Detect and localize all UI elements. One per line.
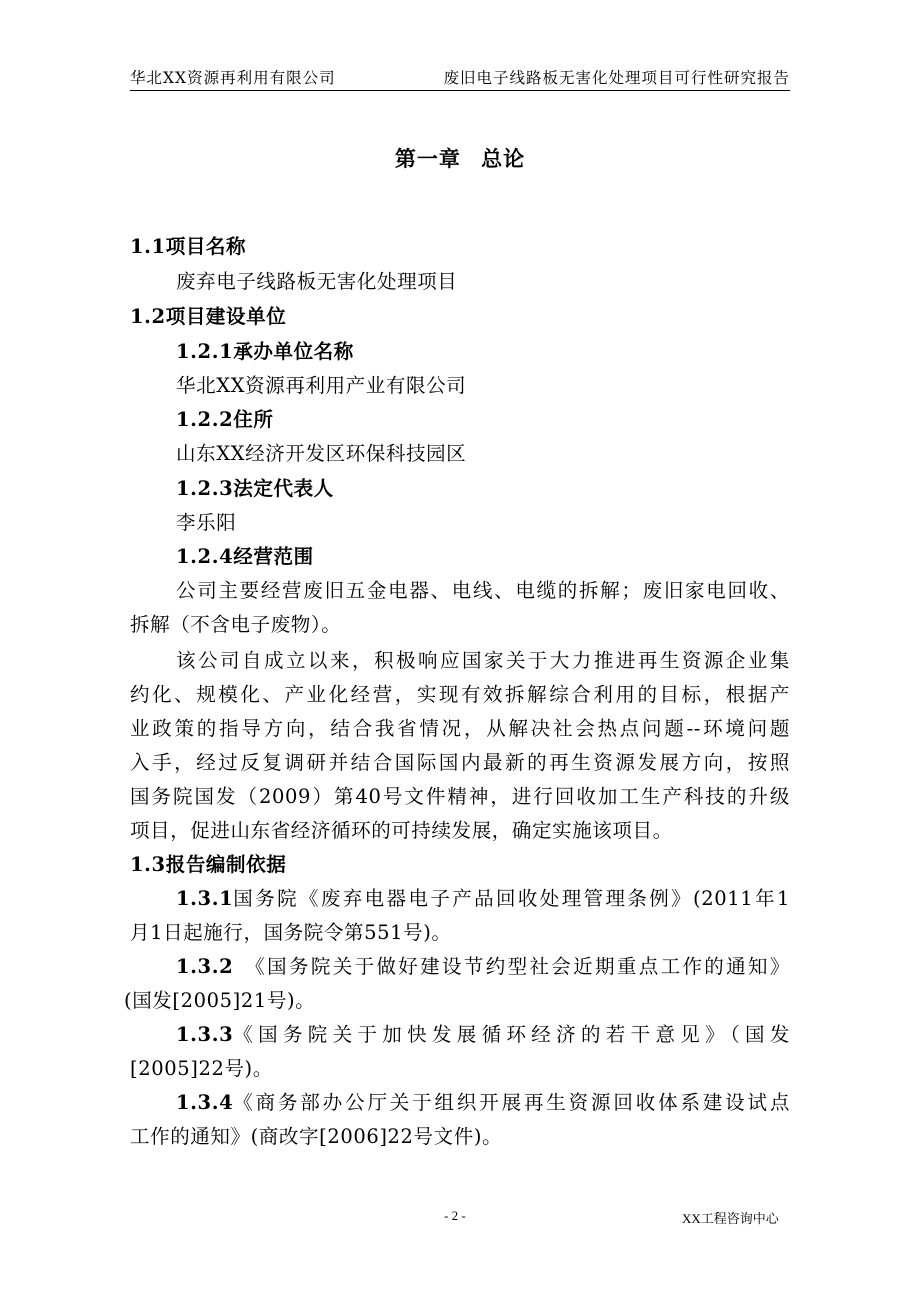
paragraph-line: 拆解（不含电子废物）。	[130, 613, 342, 636]
paragraph-line: 该公司自成立以来，积极响应国家关于大力推进再生资源企业集	[176, 649, 790, 672]
paragraph-line: 业政策的指导方向，结合我省情况，从解决社会热点问题--环境问题	[130, 717, 790, 740]
footer-organization: XX工程咨询中心	[682, 1211, 779, 1226]
basis-item-continuation: [2005]22号)。	[130, 1057, 273, 1080]
header-report-title: 废旧电子线路板无害化处理项目可行性研究报告	[443, 69, 790, 87]
basis-item-number: 1.3.1	[176, 887, 234, 910]
subsection-heading-1-2-2: 1.2.2住所	[176, 408, 274, 431]
basis-item-text: 《商务部办公厅关于组织开展再生资源回收体系建设试点	[233, 1091, 790, 1114]
subsection-body-1-2-1: 华北XX资源再利用产业有限公司	[176, 374, 467, 397]
basis-item-1-3-3	[176, 1021, 790, 1049]
basis-item-text: 《国务院关于加快发展循环经济的若干意见》（国发	[233, 1023, 790, 1046]
subsection-heading-1-2-3: 1.2.3法定代表人	[176, 477, 334, 500]
section-heading-1-3: 1.3报告编制依据	[130, 853, 287, 876]
basis-item-continuation: (国发[2005]21号)。	[124, 989, 316, 1012]
section-heading-1-1: 1.1项目名称	[130, 235, 247, 258]
basis-item-1-3-1	[176, 885, 790, 913]
basis-item-number: 1.3.2	[176, 955, 234, 978]
subsection-body-1-2-2: 山东XX经济开发区环保科技园区	[176, 442, 467, 465]
paragraph-line: 国务院国发（2009）第40号文件精神，进行回收加工生产科技的升级	[130, 785, 790, 808]
basis-item-text: 《国务院关于做好建设节约型社会近期重点工作的通知》	[245, 955, 790, 978]
running-header	[130, 64, 790, 91]
section-heading-1-2: 1.2项目建设单位	[130, 305, 287, 328]
chapter-title: 第一章 总论	[394, 146, 526, 171]
paragraph-line: 公司主要经营废旧五金电器、电线、电缆的拆解；废旧家电回收、	[176, 579, 790, 602]
section-body-1-1: 废弃电子线路板无害化处理项目	[176, 270, 458, 293]
basis-item-1-3-2	[176, 953, 790, 981]
basis-item-text: 国务院《废弃电器电子产品回收处理管理条例》(2011年1	[233, 887, 790, 910]
page-number: - 2 -	[444, 1208, 466, 1223]
paragraph-line: 入手，经过反复调研并结合国际国内最新的再生资源发展方向，按照	[130, 751, 790, 774]
basis-item-continuation: 月1日起施行，国务院令第551号)。	[130, 921, 452, 944]
header-company: 华北XX资源再利用有限公司	[130, 69, 336, 87]
paragraph-line: 约化、规模化、产业化经营，实现有效拆解综合利用的目标，根据产	[130, 683, 790, 706]
subsection-body-1-2-3: 李乐阳	[176, 511, 237, 534]
subsection-heading-1-2-4: 1.2.4经营范围	[176, 545, 314, 568]
paragraph-line: 项目，促进山东省经济循环的可持续发展，确定实施该项目。	[130, 819, 673, 842]
basis-item-number: 1.3.3	[176, 1023, 234, 1046]
subsection-heading-1-2-1: 1.2.1承办单位名称	[176, 340, 354, 363]
basis-item-number: 1.3.4	[176, 1091, 234, 1114]
basis-item-continuation: 工作的通知》(商改字[2006]22号文件)。	[130, 1125, 503, 1148]
basis-item-1-3-4	[176, 1089, 790, 1117]
